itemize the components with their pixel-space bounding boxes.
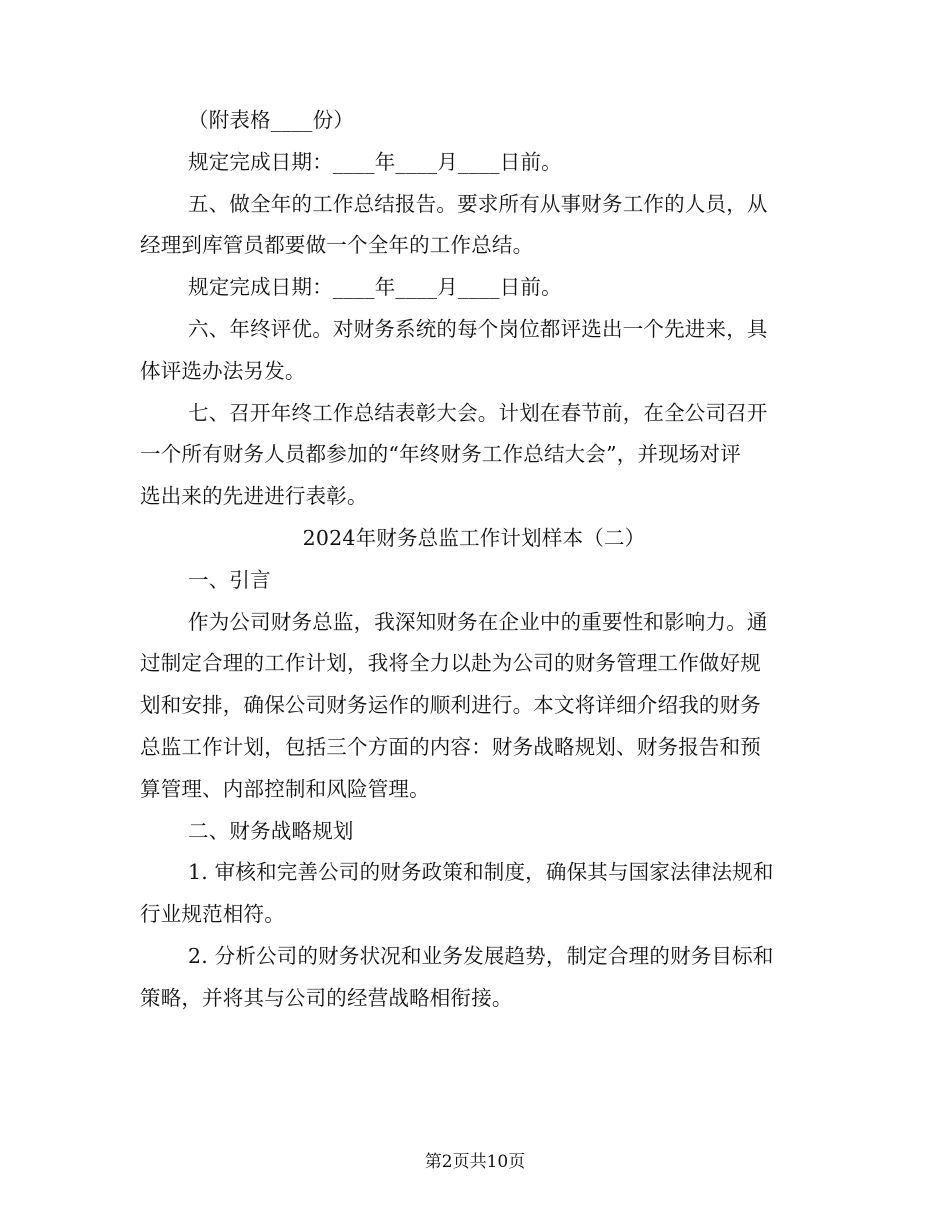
page-number-footer: 第2页共10页 <box>424 1152 526 1172</box>
paragraph-line: 规定完成日期：____年____月____日前。 <box>188 149 562 174</box>
paragraph-line: 一个所有财务人员都参加的“年终财务工作总结大会”，并现场对评 <box>140 442 741 467</box>
paragraph-line: 行业规范相符。 <box>140 902 285 927</box>
paragraph-line: 过制定合理的工作计划，我将全力以赴为公司的财务管理工作做好规 <box>140 651 761 676</box>
paragraph-line: 选出来的先进进行表彰。 <box>140 484 368 509</box>
paragraph-line: 七、召开年终工作总结表彰大会。计划在春节前，在全公司召开 <box>188 400 768 425</box>
paragraph-line: （附表格____份） <box>188 108 354 132</box>
document-body <box>140 100 808 1020</box>
paragraph-line: 策略，并将其与公司的经营战略相衔接。 <box>140 985 513 1010</box>
paragraph-line: 规定完成日期：____年____月____日前。 <box>188 275 562 300</box>
paragraph-line: 一、引言 <box>188 567 271 592</box>
paragraph-line: 六、年终评优。对财务系统的每个岗位都评选出一个先进来，具 <box>188 316 768 341</box>
paragraph-line: 1. 审核和完善公司的财务政策和制度，确保其与国家法律法规和 <box>188 860 774 885</box>
paragraph-line: 总监工作计划，包括三个方面的内容：财务战略规划、财务报告和预 <box>140 734 761 759</box>
paragraph-line: 作为公司财务总监，我深知财务在企业中的重要性和影响力。通 <box>188 609 768 634</box>
paragraph-line: 经理到库管员都要做一个全年的工作总结。 <box>140 233 534 258</box>
paragraph-line: 体评选办法另发。 <box>140 358 306 383</box>
paragraph-line: 二、财务战略规划 <box>188 818 354 843</box>
paragraph-line: 划和安排，确保公司财务运作的顺利进行。本文将详细介绍我的财务 <box>140 693 761 718</box>
paragraph-line: 算管理、内部控制和风险管理。 <box>140 776 430 801</box>
paragraph-line: 五、做全年的工作总结报告。要求所有从事财务工作的人员，从 <box>188 191 768 216</box>
section-heading: 2024年财务总监工作计划样本（二） <box>302 525 646 550</box>
paragraph-line: 2. 分析公司的财务状况和业务发展趋势，制定合理的财务目标和 <box>188 943 774 968</box>
